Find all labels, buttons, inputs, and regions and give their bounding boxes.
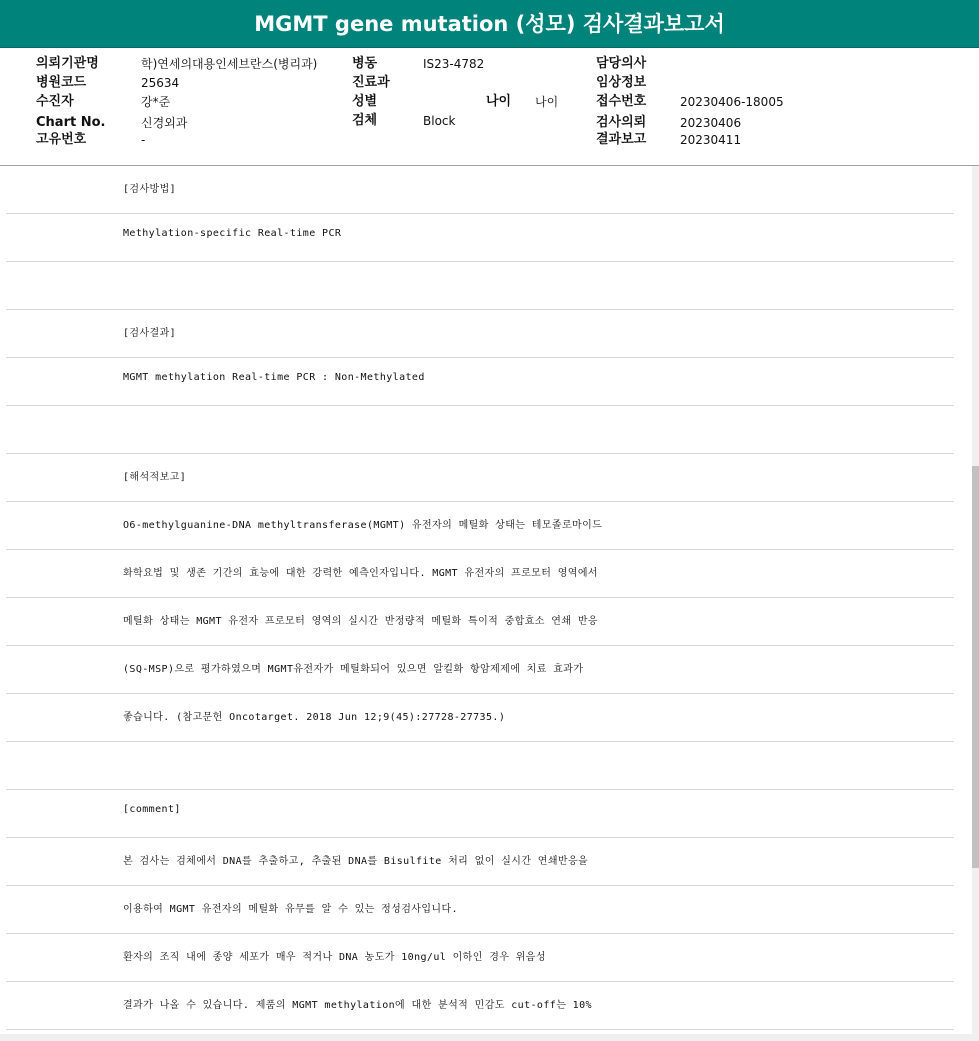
unique-id-label: 고유번호 [36,132,87,147]
report-date-label: 결과보고 [596,132,647,147]
report-row [6,790,954,838]
report-row [6,646,954,694]
bottom-edge [0,1034,979,1041]
patient-value: 강*준 [141,95,171,109]
vertical-scrollbar[interactable] [972,166,979,1034]
report-row [6,838,954,886]
row-text: 결과가 나올 수 있습니다. 제품의 MGMT methylation에 대한 분석적 민감도 cut-off는 10% [123,1000,592,1011]
row-text: [comment] [123,804,181,815]
receipt-no-label: 접수번호 [596,94,647,109]
row-text: 환자의 조직 내에 종양 세포가 매우 적거나 DNA 농도가 10ng/ul 이하인 경우 위음성 [123,952,546,963]
report-row [6,310,954,358]
specimen-label: 검체 [352,113,378,128]
report-header [0,48,979,166]
institution-label: 의뢰기관명 [36,56,99,71]
report-row [6,694,954,742]
row-text: 본 검사는 검체에서 DNA를 추출하고, 추출된 DNA를 Bisulfite 처리 없이 실시간 연쇄반응을 [123,856,589,867]
row-text: 좋습니다. (참고문헌 Oncotarget. 2018 Jun 12;9(45):27728-27735.) [123,712,506,723]
age-value: 나이 [535,95,559,109]
report-row [6,502,954,550]
receipt-no-value: 20230406-18005 [680,95,784,109]
chart-no-label: Chart No. [36,115,106,130]
row-text: 화학요법 및 생존 기간의 효능에 대한 강력한 예측인자입니다. MGMT 유전자의 프로모터 영역에서 [123,568,598,579]
request-date-label: 검사의뢰 [596,115,647,130]
report-row [6,214,954,262]
department-label: 진료과 [352,75,390,90]
report-row [6,166,954,214]
report-row [6,358,954,406]
ward-value: IS23-4782 [423,57,485,71]
row-text: [검사방법] [123,184,177,195]
scrollbar-thumb[interactable] [972,466,979,868]
report-row [6,262,954,310]
report-content[interactable] [0,166,972,1034]
report-title: MGMT gene mutation (성모) 검사결과보고서 [0,0,979,48]
row-text: MGMT methylation Real-time PCR : Non-Methylated [123,372,425,383]
unique-id-value: - [141,133,146,147]
ward-label: 병동 [352,56,378,71]
report-row [6,454,954,502]
report-row [6,598,954,646]
row-text: Methylation-specific Real-time PCR [123,228,342,239]
report-rows [6,166,954,1030]
sex-label: 성별 [352,94,378,109]
report-row [6,886,954,934]
row-text: [검사결과] [123,328,177,339]
chart-no-value: 신경외과 [141,116,188,130]
report-row [6,550,954,598]
physician-label: 담당의사 [596,56,647,71]
hospital-code-label: 병원코드 [36,75,87,90]
report-row [6,982,954,1030]
row-text: (SQ-MSP)으로 평가하였으며 MGMT유전자가 메틸화되어 있으면 알킬화 항암제제에 치료 효과가 [123,664,584,675]
report-row [6,934,954,982]
specimen-value: Block [423,114,456,128]
report-date-value: 20230411 [680,133,742,147]
institution-value: 학)연세의대용인세브란스(병리과) [141,57,318,71]
row-text: 이용하여 MGMT 유전자의 메틸화 유무를 알 수 있는 정성검사입니다. [123,904,458,915]
row-text: [해석적보고] [123,472,187,483]
patient-label: 수진자 [36,94,74,109]
report-row [6,742,954,790]
request-date-value: 20230406 [680,116,742,130]
hospital-code-value: 25634 [141,76,180,90]
row-text: O6-methylguanine-DNA methyltransferase(MGMT) 유전자의 메틸화 상태는 테모졸로마이드 [123,520,603,531]
report-row [6,406,954,454]
age-label: 나이 [486,94,512,109]
row-text: 메틸화 상태는 MGMT 유전자 프로모터 영역의 실시간 반정량적 메틸화 특이적 중합효소 연쇄 반응 [123,616,598,627]
clinical-info-label: 임상정보 [596,75,647,90]
